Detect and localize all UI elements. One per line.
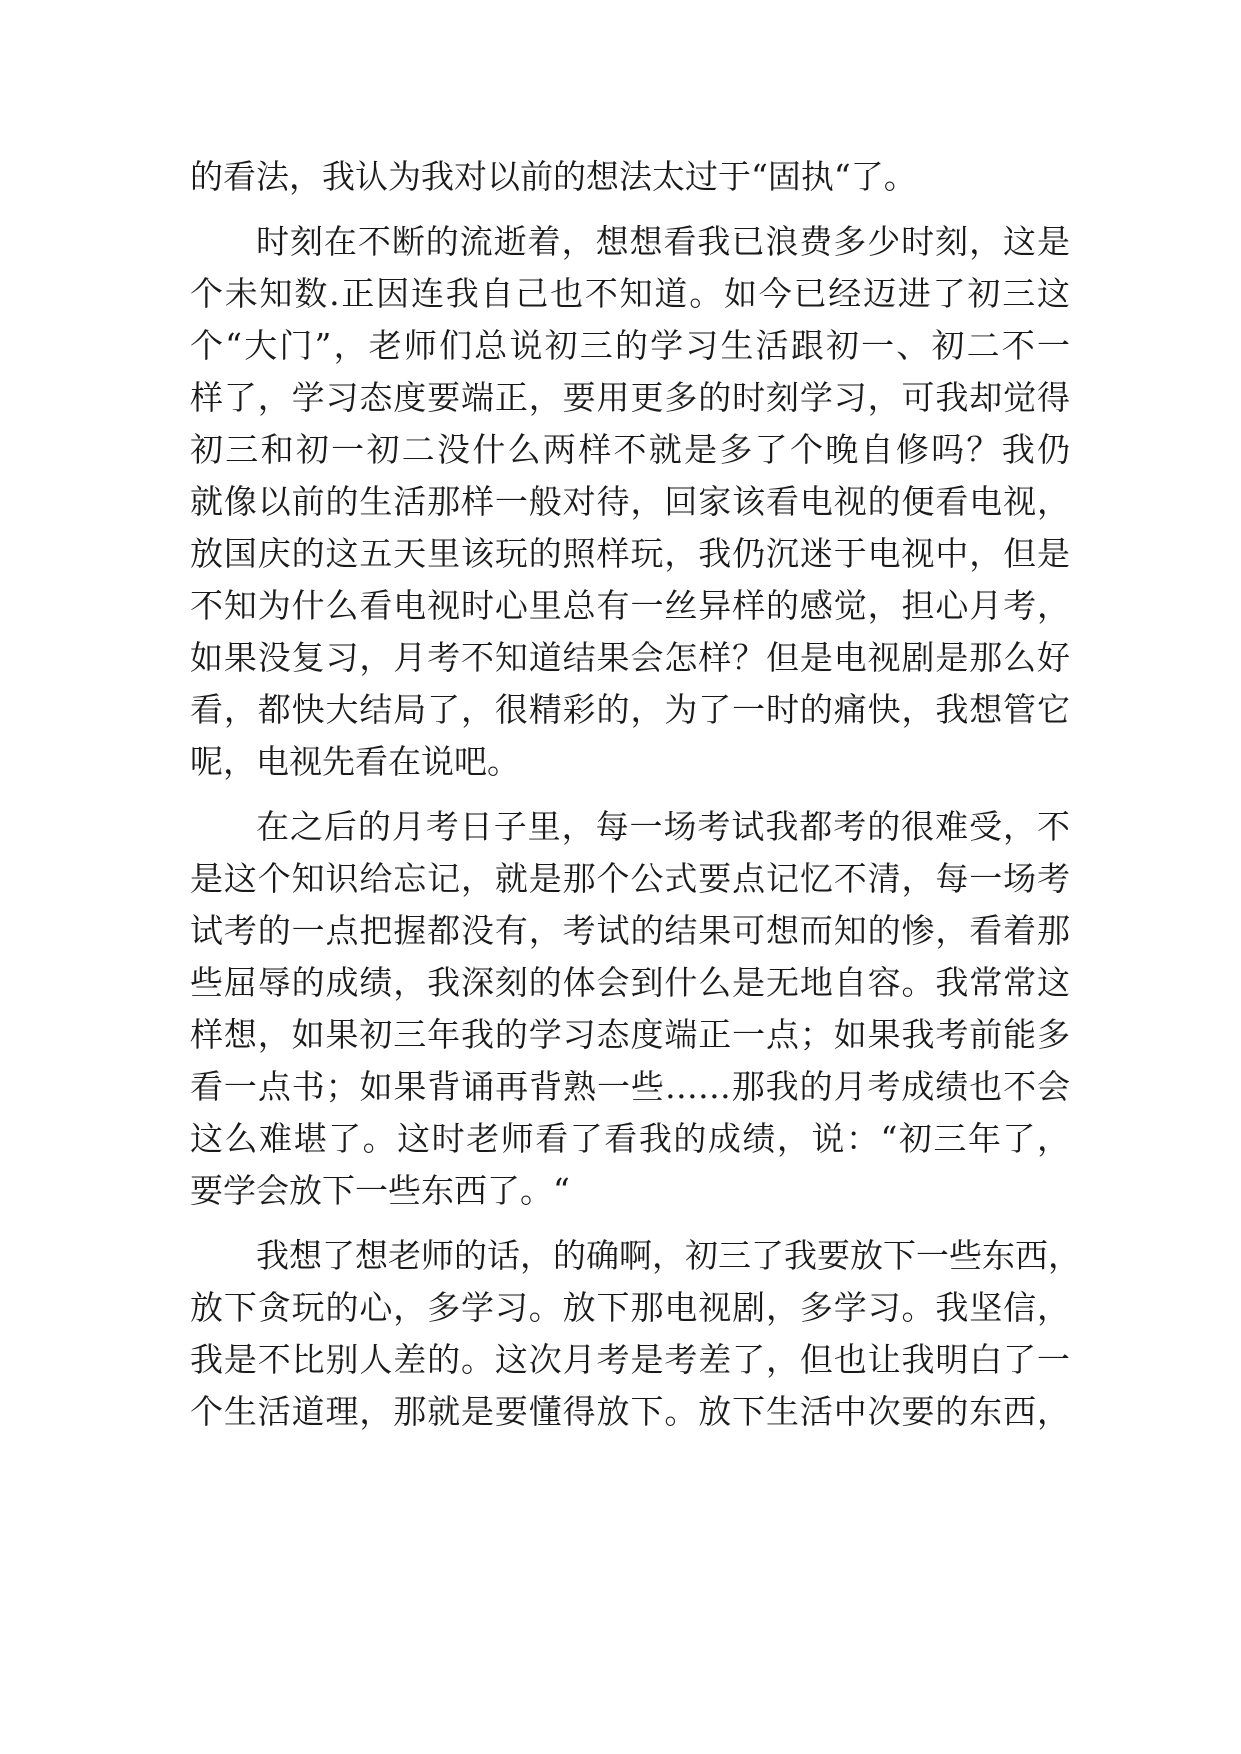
text-line: 我想了想老师的话，的确啊，初三了我要放下一些东西， [256, 1236, 1081, 1275]
text-line: 样想，如果初三年我的学习态度端正一点；如果我考前能多 [190, 1015, 1070, 1054]
text-line: 这么难堪了。这时老师看了看我的成绩，说：“初三年了， [190, 1119, 1070, 1158]
text-line: 的看法，我认为我对以前的想法太过于“固执“了。 [190, 157, 917, 196]
paragraph-3 [190, 801, 1070, 1217]
text-line: 在之后的月考日子里，每一场考试我都考的很难受，不 [256, 807, 1070, 846]
text-line: 要学会放下一些东西了。“ [190, 1171, 570, 1210]
text-line: 些屈辱的成绩，我深刻的体会到什么是无地自容。我常常这 [190, 963, 1070, 1002]
text-line: 时刻在不断的流逝着，想想看我已浪费多少时刻，这是 [256, 222, 1070, 261]
text-line: 试考的一点把握都没有，考试的结果可想而知的惨，看着那 [190, 911, 1070, 950]
text-line: 放国庆的这五天里该玩的照样玩，我仍沉迷于电视中，但是 [190, 534, 1070, 573]
text-line: 是这个知识给忘记，就是那个公式要点记忆不清，每一场考 [190, 859, 1070, 898]
text-line: 看，都快大结局了，很精彩的，为了一时的痛快，我想管它 [190, 690, 1070, 729]
paragraph-2 [190, 216, 1070, 788]
text-line: 个生活道理，那就是要懂得放下。放下生活中次要的东西， [190, 1392, 1070, 1431]
paragraph-gap [190, 788, 1070, 801]
text-line: 我是不比别人差的。这次月考是考差了，但也让我明白了一 [190, 1340, 1070, 1379]
text-line: 初三和初一初二没什么两样不就是多了个晚自修吗？我仍 [190, 430, 1070, 469]
paragraph-1 [190, 151, 1070, 203]
text-line: 看一点书；如果背诵再背熟一些……那我的月考成绩也不会 [190, 1067, 1070, 1106]
text-line: 个“大门”，老师们总说初三的学习生活跟初一、初二不一 [190, 326, 1070, 365]
paragraph-gap [190, 203, 1070, 216]
text-line: 样了，学习态度要端正，要用更多的时刻学习，可我却觉得 [190, 378, 1070, 417]
paragraph-4 [190, 1230, 1081, 1438]
text-line: 个未知数.正因连我自己也不知道。如今已经迈进了初三这 [190, 274, 1070, 313]
document-body [190, 151, 1081, 1438]
text-line: 不知为什么看电视时心里总有一丝异样的感觉，担心月考， [190, 586, 1070, 625]
text-line: 就像以前的生活那样一般对待，回家该看电视的便看电视， [190, 482, 1070, 521]
text-line: 呢，电视先看在说吧。 [190, 742, 520, 781]
paragraph-gap [190, 1217, 1070, 1230]
text-line: 放下贪玩的心，多学习。放下那电视剧，多学习。我坚信， [190, 1288, 1070, 1327]
text-line: 如果没复习，月考不知道结果会怎样？但是电视剧是那么好 [190, 638, 1070, 677]
